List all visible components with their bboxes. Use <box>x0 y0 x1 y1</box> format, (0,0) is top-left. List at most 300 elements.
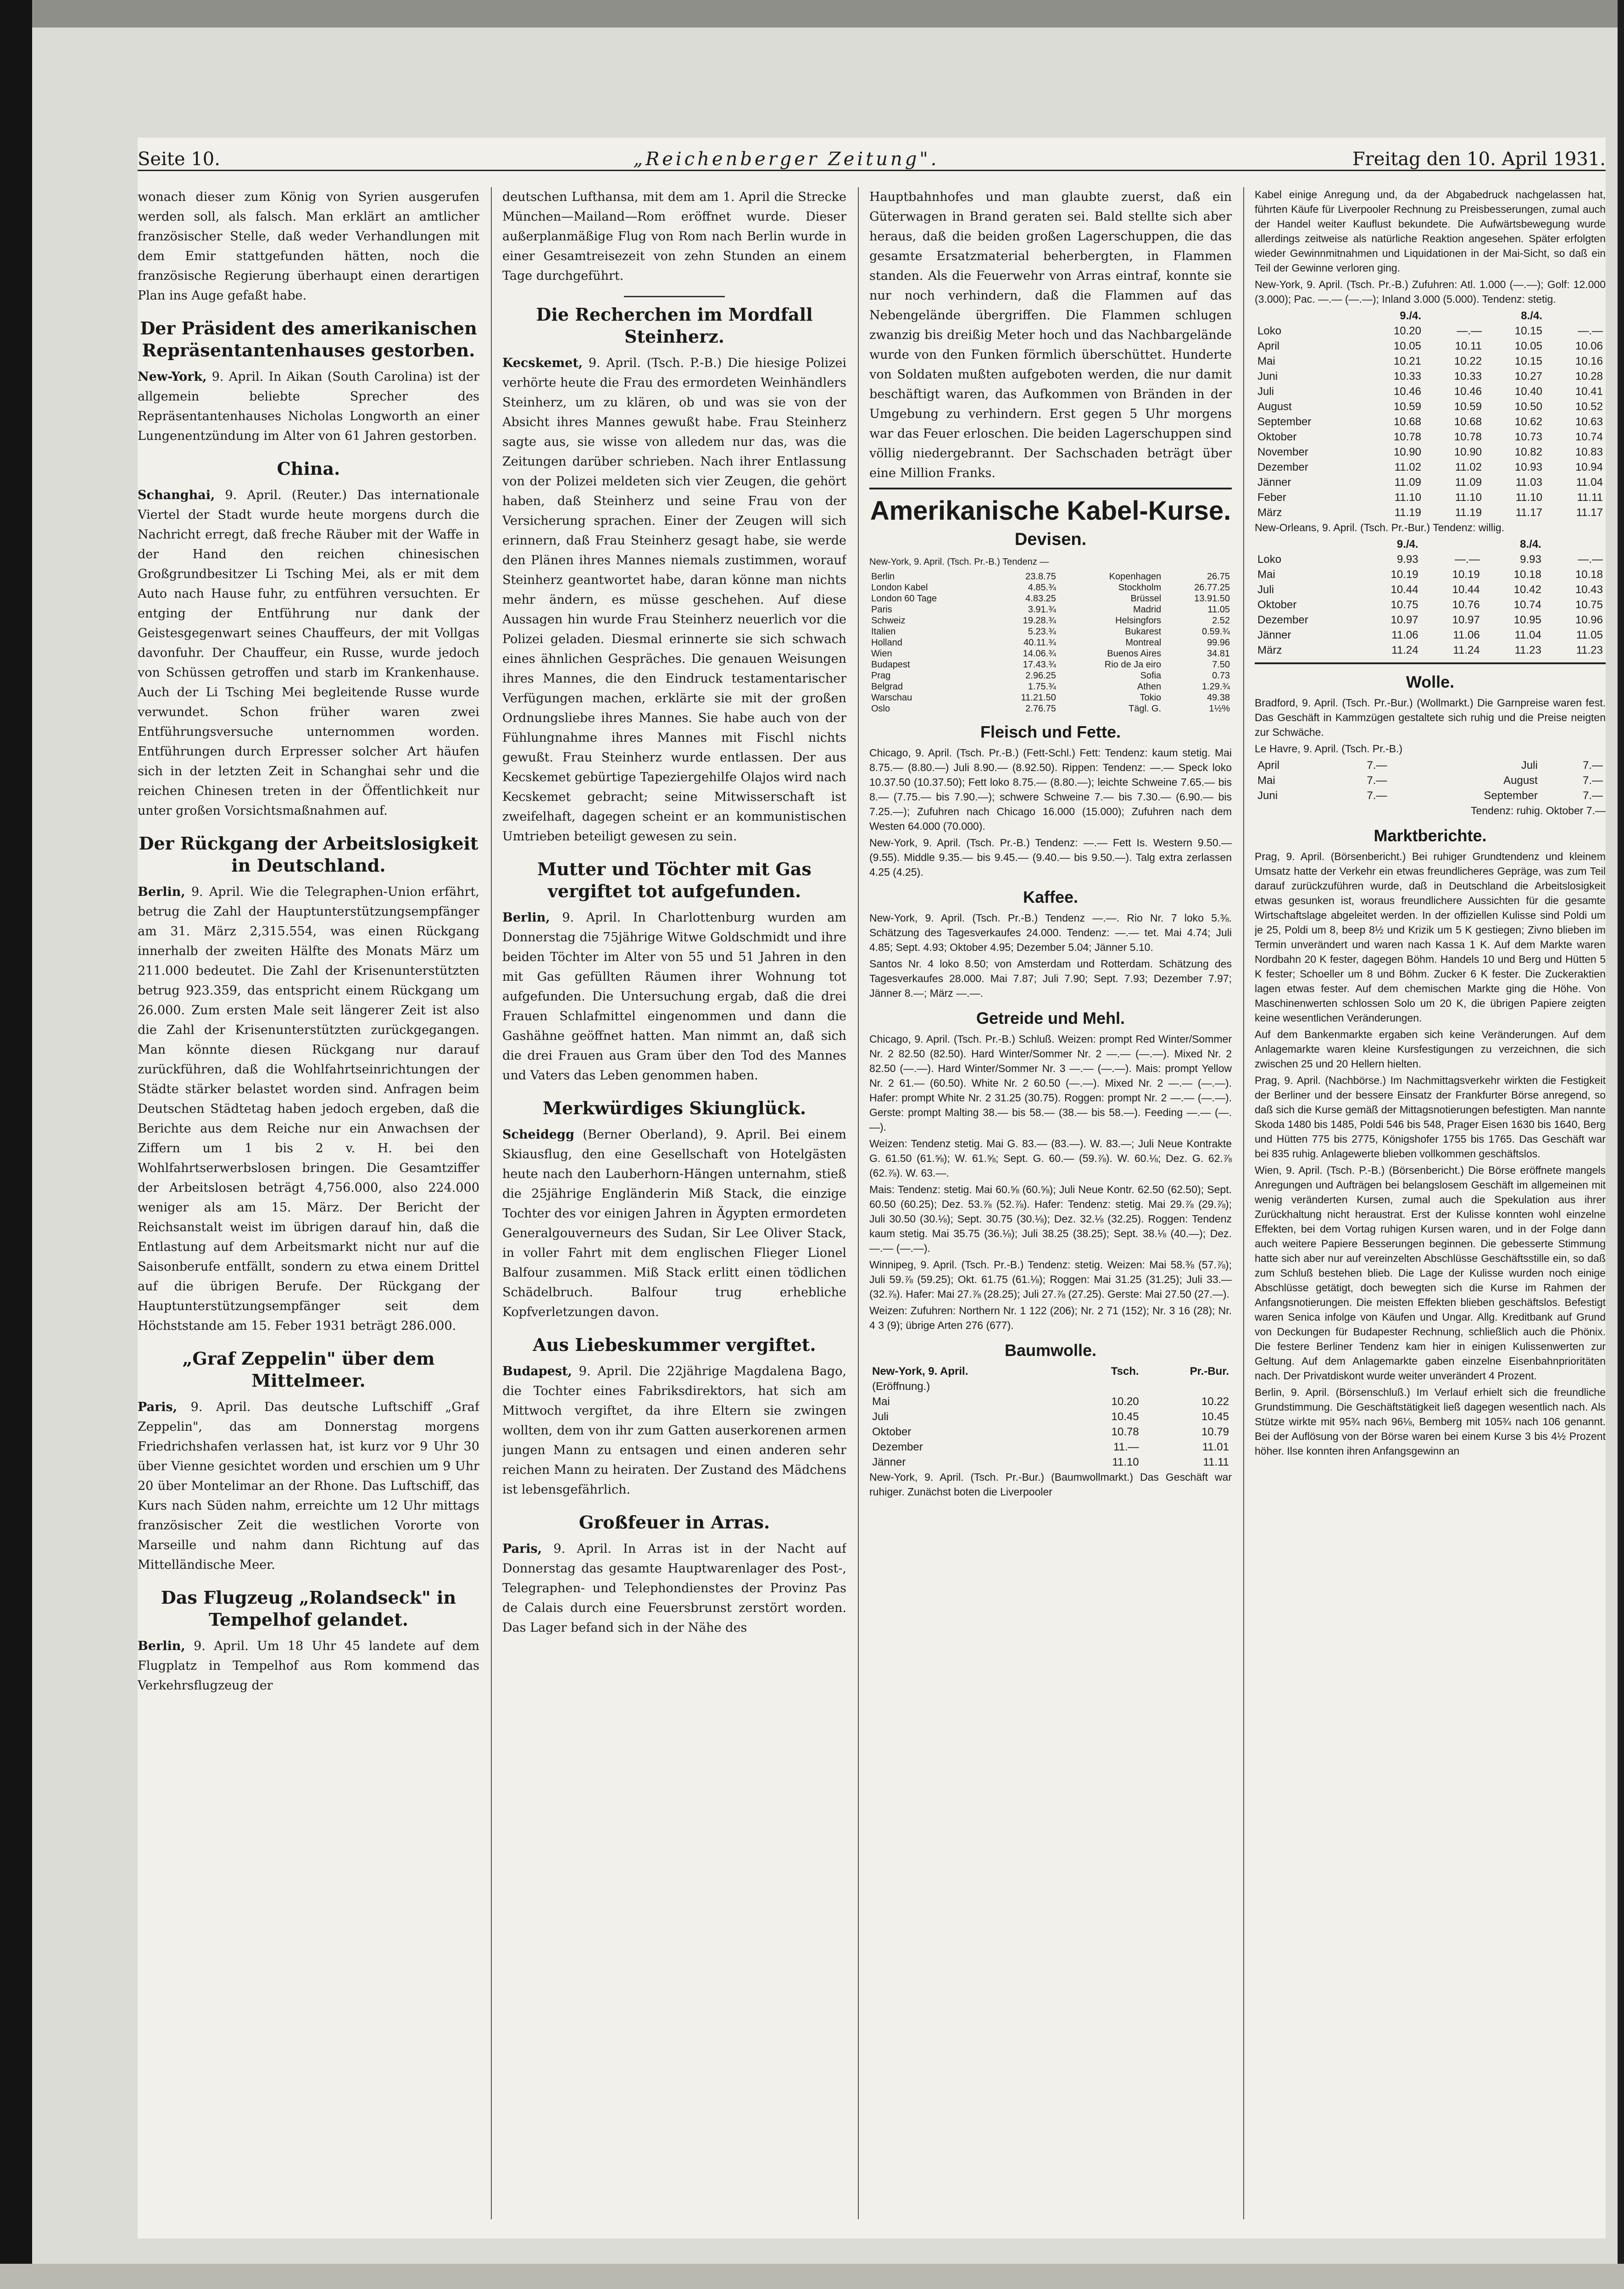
table-cell: Dezember <box>1257 614 1308 626</box>
table-header <box>1545 308 1606 323</box>
dateline: New-York, <box>138 370 207 384</box>
table-cell: 11.06 <box>1391 629 1418 641</box>
market-report: Weizen: Zufuhren: Northern Nr. 1 122 (206); Nr. 2 71 (152); Nr. 3 16 (28); Nr. 4 3 (9); übrige Arten 276 (677). <box>869 1305 1232 1331</box>
market-report: Kabel einige Anregung und, da der Abgabedruck nachgelassen hat, führten Käufe für Liverpooler Rechnung zu Preisbesserungen, zumal auch der Handel weiter Kauflust bekundete. Die Aufwärtsbewegung wurde allerdings zeitweise als natürliche Reaktion angesehen. Später erfolgten wieder Gewinnmitnahmen und Liquidationen in der Mai-Sicht, so daß ein Teil der Gewinne verloren ging. <box>1255 189 1606 274</box>
market-section-title: Amerikanische Kabel-Kurse. <box>870 496 1231 526</box>
market-report: Chicago, 9. April. (Tsch. Pr.-B.) (Fett-Schl.) Fett: Tendenz: kaum stetig. Mai 8.75.— (8.80.—) Juli 8.90.— (8.92.50). Rippen: Tendenz: —.— Speck loko 10.37.50 (10.37.50); Fett loko 8.75.— (8.80.—); leichte Schweine 7.65.— bis 8.— (7.75.— bis 7.90.—); schwere Schweine 7.— bis 7.30.— (6.90.— bis 7.25.—); Zufuhren nach Chicago 16.000 (15.000); Zufuhren nach dem Westen 64.000 (70.000). <box>869 747 1232 832</box>
table-cell: November <box>1257 446 1308 458</box>
table-cell: 10.22 <box>1454 355 1482 367</box>
table-cell: Holland <box>871 638 902 648</box>
table-cell: 11.23 <box>1576 644 1603 656</box>
table-cell: 17.43.¾ <box>1023 660 1056 670</box>
column-1 <box>138 187 479 2219</box>
table-cell: Dezember <box>872 1441 923 1453</box>
newspaper-title: „Reichenberger Zeitung". <box>633 149 940 170</box>
table-cell: Warschau <box>871 693 912 703</box>
table-cell: 10.93 <box>1514 461 1542 473</box>
table-cell: Juli <box>872 1411 889 1423</box>
table-cell: Oslo <box>871 704 890 714</box>
market-report: Santos Nr. 4 loko 8.50; von Amsterdam und Rotterdam. Schätzung des Tagesverkaufes 28.000. Mai 7.87; Juli 7.90; Sept. 7.93; Dezember 7.97; Jänner 8.—; März —.—. <box>869 958 1232 999</box>
article-body: 9. April. Um 18 Uhr 45 landete auf dem Flugplatz in Tempelhof aus Rom kommend das Verkehrsflugzeug der <box>138 1639 479 1693</box>
rate-row <box>869 637 1232 648</box>
table-cell: 10.46 <box>1393 385 1421 398</box>
article-body: 9. April. In Arras ist in der Nacht auf Donnerstag das gesamte Hauptwarenlager des Post-, Telegraphen- und Telephondienstes der Provinz Pas de Calais durch eine Feuersbrunst zerstört worden. Das Lager befand sich in der Nähe des <box>502 1542 846 1635</box>
table-cell: 4.83.25 <box>1025 594 1056 604</box>
dateline: Schanghai, <box>138 488 215 502</box>
table-cell: Sofia <box>1140 671 1162 681</box>
table-cell: —.— <box>1578 553 1603 566</box>
table-cell: 7.— <box>1367 774 1387 787</box>
article-text <box>138 1636 479 1695</box>
market-report: Mais: Tendenz: stetig. Mai 60.⅝ (60.⅝); Juli Neue Kontr. 62.50 (62.50); Sept. 60.50 (60.25); Dez. 53.⅞ (52.⅞). Hafer: Tendenz: stetig. Mai 29.⅞ (29.⅞); Juli 30.50 (30.⅛); Sept. 30.75 (30.⅛); Dez. 32.⅛ (32.25). Roggen: Tendenz kaum stetig. Mai 35.75 (36.⅛); Juli 38.25 (38.25); Sept. 38.⅛ (40.—); Dez. —.— (—.—). <box>869 1183 1232 1254</box>
table-cell: 7.50 <box>1212 660 1230 670</box>
table-header: 8./4. <box>1521 310 1542 322</box>
rate-row <box>869 703 1232 714</box>
section-rule <box>1255 662 1606 664</box>
article-text <box>502 353 846 846</box>
market-report: Chicago, 9. April. (Tsch. Pr.-B.) Schluß. Weizen: prompt Red Winter/Sommer Nr. 2 82.50 (82.50). Hard Winter/Sommer Nr. 2 —.— (—.—). Mixed Nr. 2 82.50 (—.—). Hard Winter/Sommer Nr. 3 —.— (—.—). Mais: prompt Yellow Nr. 2 61.— (60.50). White Nr. 2 60.50 (—.—). Mixed Nr. 2 —.— (—.—). Hafer: prompt White Nr. 2 31.25 (30.75). Roggen: prompt Nr. 2 —.— (—.—). Gerste: prompt Malting 38.— bis 58.— (38.— bis 58.—). Feeding —.— (—.—). <box>869 1033 1232 1133</box>
table-cell: 34.81 <box>1207 649 1230 659</box>
section-heading: Wolle. <box>1406 672 1455 691</box>
table-cell: 19.28.¾ <box>1023 616 1056 626</box>
table-cell: Mai <box>872 1395 890 1408</box>
le-havre-table <box>1255 758 1606 803</box>
market-report: Weizen: Tendenz stetig. Mai G. 83.— (83.—). W. 83.—; Juli Neue Kontrakte G. 61.50 (61.⅝); W. 61.⅝; Sept. G. 60.— (59.⅞). W. 60.⅛; Dez. G. 62.⅞ (62.⅞). W. 63.—. <box>869 1138 1232 1179</box>
table-cell: 10.46 <box>1454 385 1482 398</box>
article-body: 9. April. Die 22jährige Magdalena Bago, die Tochter eines Fabriksdirektors, hat sich am Mittwoch vergiftet, da ihre Eltern sie zwingen wollten, dem von ihr zum Gatten auserkorenen armen jungen Mann zu entsagen und einen anderen sehr reichen Mann zu heiraten. Der Zustand des Mädchens ist lebensgefährlich. <box>502 1364 846 1497</box>
headline: Merkwürdiges Skiunglück. <box>542 1098 806 1118</box>
table-cell: 10.18 <box>1575 568 1603 581</box>
table-cell: 1.29.¾ <box>1201 682 1230 692</box>
issue-date: Freitag den 10. April 1931. <box>1352 149 1606 170</box>
column-4 <box>1255 187 1606 2219</box>
table-cell: 10.28 <box>1575 370 1603 383</box>
table-cell: Buenos Aires <box>1107 649 1162 659</box>
table-cell: 40.11.¾ <box>1023 638 1056 648</box>
table-cell: 10.40 <box>1514 385 1542 398</box>
section-rule <box>869 488 1232 489</box>
table-cell: 10.68 <box>1393 416 1421 428</box>
table-cell: Loko <box>1257 325 1282 337</box>
table-cell: Mai <box>1257 355 1275 367</box>
rate-row <box>869 681 1232 692</box>
table-cell: 10.42 <box>1513 583 1541 596</box>
table-cell: 10.79 <box>1201 1426 1229 1438</box>
table-cell: 26.75 <box>1207 572 1230 582</box>
table-cell: September <box>1257 416 1312 428</box>
table-header <box>1255 308 1363 323</box>
table-cell: 7.— <box>1582 759 1603 772</box>
table-cell: 7.— <box>1367 789 1387 802</box>
table-cell: London Kabel <box>871 583 928 593</box>
section-heading: Fleisch und Fette. <box>980 722 1121 741</box>
newspaper-page <box>138 138 1606 2239</box>
table-cell: 10.90 <box>1454 446 1482 458</box>
cotton-row <box>1255 612 1606 628</box>
article-text <box>502 1539 846 1638</box>
table-cell: Wien <box>871 649 892 659</box>
table-cell: 11.— <box>1113 1441 1139 1453</box>
cotton-row <box>1255 505 1606 520</box>
table-cell: Tokio <box>1140 693 1162 703</box>
table-cell: 23.8.75 <box>1025 572 1056 582</box>
article-body: 9. April. (Reuter.) Das internationale Viertel der Stadt wurde heute morgens durch die Nachricht erregt, daß freche Räuber mit der Waffe in der Hand den reichen chinesischen Großgrundbesitzer Li Tsching Mei, als er mit dem Auto nach Hause fuhr, zu entführen versuchten. Er entging der Entführung nur dank der Geistesgegenwart seines Chauffeurs, der mit Vollgas davonfuhr. Der Chauffeur, ein Russe, wurde jedoch von Schüssen getroffen und starb im Krankenhause. Auch der Li Tsching Mei begleitende Russe wurde verwundet. Schon früher waren zwei Entführungsversuche unternommen worden. Entführungen durch Erpresser solcher Art häufen sich in der letzten Zeit in Schanghai sehr und die reichen Chinesen treten in der Öffentlichkeit nur unter großen Vorsichtsmaßnahmen auf. <box>138 488 479 818</box>
market-report: Le Havre, 9. April. (Tsch. Pr.-B.) <box>1255 743 1403 755</box>
dateline: Paris, <box>138 1400 178 1414</box>
article-text <box>138 367 479 446</box>
table-cell: Stockholm <box>1118 583 1162 593</box>
table-cell: Budapest <box>871 660 910 670</box>
table-cell: Jänner <box>1257 629 1291 641</box>
table-header: 9./4. <box>1396 538 1418 550</box>
table-cell: 10.22 <box>1201 1395 1229 1408</box>
table-cell: 10.78 <box>1111 1426 1139 1438</box>
table-cell: 13.91.50 <box>1194 594 1230 604</box>
table-cell: 11.03 <box>1515 476 1542 489</box>
table-cell: Prag <box>871 671 891 681</box>
table-cell: 10.59 <box>1454 400 1482 413</box>
table-cell: 10.19 <box>1452 568 1480 581</box>
cotton-row <box>1255 643 1606 658</box>
table-cell: 5.23.¾ <box>1028 627 1056 637</box>
rate-row <box>869 593 1232 604</box>
separator-rule <box>624 296 725 297</box>
cotton-row <box>1255 339 1606 354</box>
table-cell: Dezember <box>1257 461 1308 473</box>
market-report: Berlin, 9. April. (Börsenschluß.) Im Verlauf erhielt sich die freundliche Grundstimmung. Die Geschäftstätigkeit ließ dagegen wesentlich nach. Als Stütze wirkte mit 95¾ nach 96⅛, Bemberg mit 105¾ nach 106 genannt. Bei der Auflösung von der Börse waren bei einem Kurse 3 bis 4½ Prozent höher. Ilse konnten ihren Anfangsgewinn an <box>1255 1386 1606 1457</box>
cotton-table-header: Pr.-Bur. <box>1190 1365 1229 1378</box>
section-heading: Kaffee. <box>1023 888 1079 906</box>
article-text <box>138 882 479 1336</box>
table-cell: 11.02 <box>1394 461 1421 473</box>
table-cell: 10.33 <box>1454 370 1482 383</box>
table-cell: 10.11 <box>1455 340 1482 352</box>
cotton-row <box>1255 444 1606 460</box>
table-cell: 11.17 <box>1576 506 1603 519</box>
cotton-row <box>1255 567 1606 582</box>
cotton-row <box>1255 475 1606 490</box>
table-cell: 10.27 <box>1514 370 1542 383</box>
table-cell: 11.23 <box>1514 644 1541 656</box>
table-cell: 10.05 <box>1514 340 1542 352</box>
wool-row <box>1255 788 1606 803</box>
table-cell: 10.94 <box>1575 461 1603 473</box>
table-cell: 10.05 <box>1393 340 1421 352</box>
table-cell: Mai <box>1257 568 1275 581</box>
table-cell: 10.44 <box>1390 583 1418 596</box>
page-number: Seite 10. <box>138 149 220 170</box>
table-cell: —.— <box>1455 553 1480 566</box>
dateline: Scheidegg <box>502 1128 574 1142</box>
dateline: Kecskemet, <box>502 356 583 370</box>
table-cell: Oktober <box>1257 599 1297 611</box>
table-header <box>1424 308 1485 323</box>
rate-row <box>869 659 1232 670</box>
article-text: deutschen Lufthansa, mit dem am 1. April die Strecke München—Mailand—Rom eröffnet wurde. Dieser außerplanmäßige Flug von Rom nach Berlin wurde in einer Gesamtreisezeit von zehn Stunden an einem Tage durchgeführt. <box>502 190 846 283</box>
wool-row <box>1255 758 1606 773</box>
table-cell: 10.50 <box>1514 400 1542 413</box>
table-cell: 2.76.75 <box>1025 704 1056 714</box>
cotton-row <box>1255 354 1606 369</box>
table-cell: 10.74 <box>1575 431 1603 443</box>
table-header: 8./4. <box>1520 538 1541 550</box>
cotton-row <box>1255 552 1606 567</box>
market-report: Prag, 9. April. (Börsenbericht.) Bei ruhiger Grundtendenz und kleinem Umsatz hatte der Verkehr ein etwas freundlicheres Gepräge, was zum Teil darauf zurückzuführen wurde, daß in Deutschland die Arbeitslosigkeit etwas gesunken ist, woraus freundlichere Aussichten für die gesamte Wirtschaftslage abgeleitet werden. In der offiziellen Kulisse sind Poldi um je 25, Poldi um 8, beep 8½ und Krizik um 5 K gestiegen; Zivno blieben im Termin unverändert und waren nach Kassa 1 K. Auf dem Markte waren Nordbahn 20 K fester, dagegen Böhm. Handels 10 und Berg und Hütten 5 K fester; Schoeller um 8 und Böhm. Zucker 6 K fester. Die Zuckeraktien lagen etwas fester. Auf dem chemischen Markte ging die Höhe. Von Maschinenwerten schlossen Solo um 20 K, die übrigen Papiere zeigten keine wesentlichen Veränderungen. <box>1255 850 1606 1024</box>
cotton-row <box>1255 384 1606 399</box>
table-cell: Feber <box>1257 491 1286 504</box>
article-text <box>138 485 479 821</box>
table-cell: Belgrad <box>871 682 903 692</box>
table-cell: Juni <box>1257 789 1278 802</box>
article-body: 9. April. In Charlottenburg wurden am Donnerstag die 75jährige Witwe Goldschmidt und ihre beiden Töchter im Alter von 55 und 51 Jahren in den mit Gas gefüllten Räumen ihrer Wohnung tot aufgefunden. Die Untersuchung ergab, daß die drei Frauen Schlafmittel eingenommen und dann die Gashähne geöffnet hatten. Man nimmt an, daß sich die drei Frauen aus Gram über den Tod des Mannes und Vaters das Leben genommen haben. <box>502 911 846 1083</box>
cotton-table-subheader: (Eröffnung.) <box>872 1380 930 1393</box>
table-cell: 11.01 <box>1202 1441 1229 1453</box>
table-header <box>1255 537 1359 552</box>
market-report: Wien, 9. April. (Tsch. P.-B.) (Börsenbericht.) Die Börse eröffnete mangels Anregungen und Aufträgen bei belangslosem Geschäft im allgemeinen mit wenig veränderten Kursen, zumal auch die Spekulation aus ihrer Zurückhaltung nicht heraustrat. Erst der Kulisse konnten wohl einzelne Effekten, bei dem Vortag ruhigen Kursen waren, und in der Folge dann auch weitere Papiere Besserungen beginnen. Die gebesserte Stimmung hatte sich aber nur auf vereinzelten Abschlüsse Geschäftsstille ein, so daß zum Schluß bestehen blieb. Die Lage der Kulisse wurden noch einige Abschlüsse getätigt, doch bewegten sich die Kurse im Rahmen der Anfangsnotierungen. Die meisten Effekten blieben geschäftslos. Befestigt waren Senica infolge von Käufen und Ungar. Allg. Kreditbank auf Grund von Deckungen für Budapester Rechnung, schließlich auch die Phönix. Die festere Berliner Tendenz kam hier in einigen Kulissenwerten zur Geltung. Auf dem Anlagemarkte gaben einzelne Eisenbahnprioritäten nach. Der Privatdiskont wurde weiter unverändert 4 Prozent. <box>1255 1164 1606 1382</box>
table-cell: 10.18 <box>1513 568 1541 581</box>
table-cell: Jänner <box>1257 476 1291 489</box>
rate-row <box>869 648 1232 659</box>
headline: Großfeuer in Arras. <box>578 1512 770 1533</box>
column-rule <box>491 187 492 2219</box>
table-cell: 10.62 <box>1514 416 1542 428</box>
cotton-new-orleans-table <box>1255 537 1606 658</box>
headline: China. <box>277 458 340 479</box>
cotton-row <box>869 1409 1232 1424</box>
table-cell: 2.96.25 <box>1025 671 1056 681</box>
rate-row <box>869 604 1232 615</box>
market-report: New-Orleans, 9. April. (Tsch. Pr.-Bur.) Tendenz: willig. <box>1255 522 1505 533</box>
table-cell: 9.93 <box>1396 553 1418 566</box>
table-cell: Helsingfors <box>1115 616 1162 626</box>
cotton-row <box>1255 460 1606 475</box>
cotton-table-header: Tsch. <box>1111 1365 1139 1378</box>
cotton-row <box>869 1394 1232 1409</box>
table-cell: 1½% <box>1209 704 1230 714</box>
market-report: Prag, 9. April. (Nachbörse.) Im Nachmittagsverkehr wirkten die Festigkeit der Berliner und der bessere Einsatz der Frankfurter Börse anregend, so daß sich die Kurse gemäß der Mittagsnotierungen befestigten. Man nannte Skoda 1480 bis 1485, Poldi 546 bis 548, Prager Eisen 1630 bis 1640, Berg und Hütten 775 bis 2775, Königshofer 1755 bis 1765. Das Geschäft war bei 835 ruhig. Anlagewerte blieben vollkommen geschäftslos. <box>1255 1074 1606 1160</box>
table-cell: August <box>1257 400 1292 413</box>
table-cell: 11.04 <box>1514 629 1541 641</box>
column-rule <box>1243 187 1244 2219</box>
table-cell: Brüssel <box>1130 594 1162 604</box>
table-cell: 10.74 <box>1513 599 1541 611</box>
dateline: Berlin, <box>502 911 550 925</box>
rate-row <box>869 582 1232 593</box>
table-header: 9./4. <box>1400 310 1421 322</box>
scan-border-right <box>1618 0 1624 2289</box>
table-cell: Bukarest <box>1125 627 1162 637</box>
table-cell: 11.10 <box>1515 491 1542 504</box>
table-cell: 11.11 <box>1203 1456 1229 1468</box>
section-heading: Marktberichte. <box>1374 826 1487 845</box>
table-cell: 10.73 <box>1514 431 1542 443</box>
table-cell: 10.82 <box>1514 446 1542 458</box>
table-cell: 10.45 <box>1201 1411 1229 1423</box>
market-report: New-York, 9. April. (Tsch. Pr.-B.) Tendenz —.—. Rio Nr. 7 loko 5.⅜. Schätzung des Tagesverkaufes 24.000. Tendenz: —.— tet. Mai 4.74; Juli 4.85; Sept. 4.93; Oktober 4.95; Dezember 5.04; Jänner 5.10. <box>869 912 1232 953</box>
dateline: Paris, <box>502 1542 542 1556</box>
table-cell: —.— <box>1578 325 1603 337</box>
table-cell: 10.97 <box>1390 614 1418 626</box>
market-report: New-York, 9. April. (Tsch. Pr.-B.) Zufuhren: Atl. 1.000 (—.—); Golf: 12.000 (3.000); Pac. —.— (—.—); Inland 3.000 (5.000). Tendenz: stetig. <box>1255 278 1606 305</box>
market-report: Tendenz: ruhig. Oktober 7.— <box>1470 805 1606 817</box>
scan-border-left <box>0 0 32 2289</box>
rate-row <box>869 571 1232 582</box>
table-cell: 9.93 <box>1520 553 1541 566</box>
article-text <box>502 1125 846 1322</box>
table-cell: 10.97 <box>1452 614 1480 626</box>
cotton-row <box>1255 399 1606 414</box>
table-cell: 11.10 <box>1394 491 1421 504</box>
table-cell: Juni <box>1257 370 1278 383</box>
table-cell: 2.52 <box>1212 616 1230 626</box>
market-report: Auf dem Bankenmarkte ergaben sich keine Veränderungen. Auf dem Anlagemarkte waren kleine Kursfestigungen zu verzeichnen, die sich zwischen 25 und 20 Hellern hielten. <box>1255 1028 1606 1070</box>
table-cell: Schweiz <box>871 616 906 626</box>
wool-row <box>1255 773 1606 788</box>
table-cell: 10.20 <box>1393 325 1421 337</box>
table-cell: Kopenhagen <box>1109 572 1162 582</box>
scan-border-bottom <box>0 2264 1624 2289</box>
article-text <box>502 908 846 1085</box>
table-cell: 11.21.50 <box>1021 693 1056 703</box>
cotton-row <box>1255 369 1606 384</box>
article-body: (Berner Oberland), 9. April. Bei einem Skiausflug, den eine Gesellschaft von Hotelgästen heute nach den Lauberhorn-Hängen unternahm, stieß die 25jährige Engländerin Miß Stack, die einzige Tochter des vor einigen Jahren in Ägypten ermordeten Generalgouverneurs des Sudan, Sir Lee Oliver Stack, in voller Fahrt mit dem englischen Flieger Lionel Balfour zusammen. Miß Stack erlitt einen tödlichen Schädelbruch. Balfour trug erhebliche Kopfverletzungen davon. <box>502 1128 846 1319</box>
table-cell: 0.59.¾ <box>1201 627 1230 637</box>
column-3 <box>869 187 1232 2219</box>
table-cell: —.— <box>1457 325 1482 337</box>
table-cell: April <box>1257 759 1280 772</box>
table-cell: Madrid <box>1133 605 1162 615</box>
table-cell: 10.44 <box>1452 583 1480 596</box>
table-cell: Juli <box>1257 385 1274 398</box>
table-cell: Montreal <box>1125 638 1162 648</box>
headline: Der Rückgang der Arbeitslosigkeit in Deutschland. <box>139 833 478 876</box>
table-cell: 11.10 <box>1112 1456 1139 1468</box>
table-cell: Paris <box>871 605 892 615</box>
table-cell: Mai <box>1257 774 1275 787</box>
exchange-rates-table <box>869 571 1232 714</box>
article-text: wonach dieser zum König von Syrien ausgerufen werden soll, als falsch. Man erklärt an amtlicher französischer Stelle, daß weder Verhandlungen mit dem Emir stattgefunden hätten, noch die französische Regierung überhaupt einen derartigen Plan ins Auge gefaßt habe. <box>138 190 479 303</box>
cotton-row <box>1255 414 1606 429</box>
article-body: 9. April. (Tsch. P.-B.) Die hiesige Polizei verhörte heute die Frau des ermordeten Weinhändlers Steinherz, um zu klären, ob und was sie von der Absicht ihres Mannes gewußt habe. Frau Steinherz sagte aus, sie wisse von alledem nur das, was die Zeitungen darüber schrieben. Nach ihrer Entlassung von der Polizei meldeten sich vier Zeugen, die gehört haben, daß Steinherz und seine Frau von der Versicherung sprachen. Einer der Zeugen will sich erinnern, daß Frau Steinherz gesagt habe, sie werde den Plänen ihres Mannes niemals zustimmen, worauf Steinherz geantwortet habe, daran könne man nichts mehr ändern, es müsse geschehen. Auf diese Aussagen hin wurde Frau Steinherz neuerlich vor die Polizei geladen. Diesmal erinnerte sie sich schwach eines ähnlichen Gespräches. Die genauen Weisungen ihres Mannes, die den Eindruck testamentarischer Verfügungen machen, erklärte sie mit der großen Ordnungsliebe ihres Mannes. Sie habe auch von der Fühlungnahme ihres Mannes mit Fischl nichts gewußt. Frau Steinherz wurde entlassen. Der aus Kecskemet gebürtige Tapeziergehilfe Olajos wird nach Kecskemet gebracht; seine Mitwisserschaft ist zweifelhaft, dagegen scheint er an kommunistischen Umtrieben beteiligt gewesen zu sein. <box>502 356 846 844</box>
table-cell: Juli <box>1257 583 1274 596</box>
cotton-row <box>869 1455 1232 1470</box>
table-cell: September <box>1484 789 1538 802</box>
table-cell: Juli <box>1521 759 1538 772</box>
article-body: 9. April. Das deutsche Luftschiff „Graf Zeppelin", das am Donnerstag morgens Friedrichshafen verlassen hat, ist kurz vor 9 Uhr 30 über Vienne gesichtet worden und erschien um 9 Uhr 20 über Montelimar an der Rhone. Das Luftschiff, das Kurs nach Süden nahm, erreichte um 12 Uhr mittags französischer Zeit die westlichen Vororte von Marseille und nahm dann Richtung auf das Mittelländische Meer. <box>138 1400 479 1572</box>
page-header <box>138 142 1606 171</box>
table-cell: 10.21 <box>1393 355 1421 367</box>
market-section-subtitle: Devisen. <box>1014 530 1087 549</box>
scan-border-top <box>0 0 1624 28</box>
table-cell: Oktober <box>872 1426 912 1438</box>
table-cell: 10.95 <box>1513 614 1541 626</box>
table-cell: 7.— <box>1582 789 1603 802</box>
cotton-row <box>869 1439 1232 1455</box>
table-cell: 11.10 <box>1455 491 1482 504</box>
table-cell: 11.19 <box>1394 506 1421 519</box>
market-report: Bradford, 9. April. (Tsch. Pr.-Bur.) (Wollmarkt.) Die Garnpreise waren fest. Das Geschäft in Kammzügen gestaltete sich ruhig und die Preise neigten zur Schwäche. <box>1255 697 1606 738</box>
table-cell: 1.75.¾ <box>1028 682 1056 692</box>
table-cell: Loko <box>1257 553 1282 566</box>
table-cell: London 60 Tage <box>871 594 937 604</box>
table-cell: April <box>1257 340 1280 352</box>
table-cell: 11.04 <box>1576 476 1603 489</box>
table-cell: Tägl. G. <box>1129 704 1162 714</box>
table-cell: 3.91.¾ <box>1028 605 1056 615</box>
headline: Mutter und Töchter mit Gas vergiftet tot aufgefunden. <box>537 859 812 901</box>
table-cell: 10.41 <box>1575 385 1603 398</box>
table-cell: 11.05 <box>1576 629 1603 641</box>
table-cell: 10.45 <box>1111 1411 1139 1423</box>
table-cell: 11.19 <box>1455 506 1482 519</box>
dateline: Berlin, <box>138 1639 185 1653</box>
table-cell: 10.83 <box>1575 446 1603 458</box>
table-cell: 14.06.¾ <box>1023 649 1056 659</box>
dateline: Berlin, <box>138 885 185 899</box>
table-cell: Rio de Ja eiro <box>1104 660 1162 670</box>
table-cell: 10.68 <box>1454 416 1482 428</box>
cotton-row <box>1255 582 1606 597</box>
cotton-row <box>869 1424 1232 1439</box>
table-cell: 10.76 <box>1452 599 1480 611</box>
table-cell: 11.24 <box>1391 644 1418 656</box>
table-cell: Jänner <box>872 1456 906 1468</box>
rate-row <box>869 692 1232 703</box>
dateline: Budapest, <box>502 1364 572 1378</box>
table-cell: 10.75 <box>1390 599 1418 611</box>
headline: Aus Liebeskummer vergiftet. <box>533 1334 816 1355</box>
table-cell: 7.— <box>1582 774 1603 787</box>
table-cell: 11.11 <box>1577 491 1603 504</box>
cotton-row <box>1255 429 1606 444</box>
table-header <box>1544 537 1606 552</box>
table-cell: 11.09 <box>1455 476 1482 489</box>
cotton-new-york-table <box>1255 308 1606 520</box>
article-body: 9. April. In Aikan (South Carolina) ist der allgemein beliebte Sprecher des Repräsentantenhauses Nicholas Longworth an einer Lungenentzündung im Alter von 61 Jahren gestorben. <box>138 370 479 443</box>
table-cell: 10.33 <box>1393 370 1421 383</box>
table-cell: 11.09 <box>1394 476 1421 489</box>
cotton-row <box>1255 490 1606 505</box>
headline: Der Präsident des amerikanischen Repräsentantenhauses gestorben. <box>140 318 477 361</box>
table-cell: 10.06 <box>1575 340 1603 352</box>
cotton-row <box>1255 597 1606 612</box>
headline: Das Flugzeug „Rolandseck" in Tempelhof gelandet. <box>161 1587 456 1630</box>
rate-row <box>869 626 1232 637</box>
table-cell: 10.19 <box>1390 568 1418 581</box>
rate-row <box>869 670 1232 681</box>
column-rule <box>858 187 859 2219</box>
table-cell: Italien <box>871 627 896 637</box>
table-cell: Athen <box>1137 682 1162 692</box>
table-cell: 26.77.25 <box>1194 583 1230 593</box>
table-cell: 10.75 <box>1575 599 1603 611</box>
table-cell: August <box>1503 774 1538 787</box>
cotton-row <box>1255 323 1606 339</box>
table-cell: 10.15 <box>1514 325 1542 337</box>
section-heading: Getreide und Mehl. <box>976 1009 1125 1028</box>
table-cell: 10.20 <box>1111 1395 1139 1408</box>
cotton-table <box>869 1364 1232 1470</box>
cotton-table-header: New-York, 9. April. <box>872 1365 968 1378</box>
table-cell: 11.05 <box>1207 605 1230 615</box>
table-cell: 11.17 <box>1515 506 1542 519</box>
article-text <box>138 1397 479 1575</box>
table-cell: 4.85.¾ <box>1028 583 1056 593</box>
section-heading: Baumwolle. <box>1004 1341 1097 1360</box>
market-report: Winnipeg, 9. April. (Tsch. Pr.-B.) Tendenz: stetig. Weizen: Mai 58.⅜ (57.⅞); Juli 59.⅞ (59.25); Okt. 61.75 (61.⅛); Roggen: Mai 31.25 (31.25); Juli 33.— (32.⅞). Hafer: Mai 27.⅞ (28.25); Juli 27.⅞ (27.25). Gerste: Mai 27.50 (27.—). <box>869 1259 1232 1300</box>
rate-row <box>869 615 1232 626</box>
headline: Die Recherchen im Mordfall Steinherz. <box>536 304 813 347</box>
